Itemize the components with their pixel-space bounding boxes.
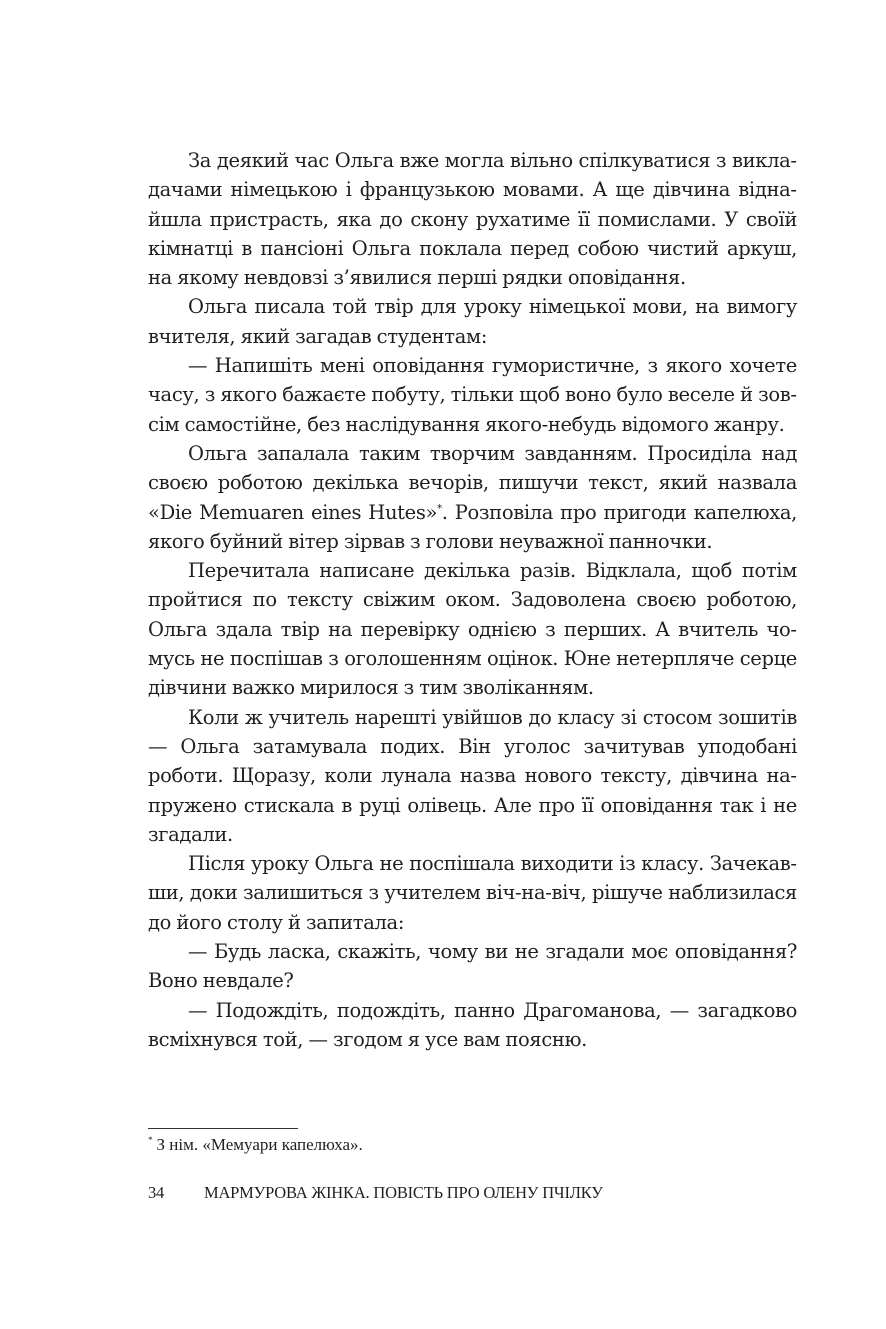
paragraph: За деякий час Ольга вже могла вільно спілкуватися з викладачами німецькою і французькою мовами. А ще дівчина віднайшла пристрасть, яка до скону рухатиме її помислами. У своїй кімнатці в пансіоні Ольга поклала перед собою чистий аркуш, на якому невдовзі з’явилися перші рядки оповідання. [148,149,797,290]
paragraph-text-before-note: Ольга запалала таким творчим завданням. Просиділа над своєю роботою декілька вечорів, пишучи текст, який назвала «Die Memuaren eines Hutes» [148,441,797,524]
paragraph: Перечитала написане декілька разів. Відклала, щоб потім пройтися по тексту свіжим оком. Задоволена своєю роботою, Ольга здала твір на перевірку однією з перших. А вчитель чомусь не поспішав з оголошенням оцінок. Юне нетерпляче серце дівчини важко мирилося з тим зволіканням. [148,559,797,700]
paragraph: Коли ж учитель нарешті увійшов до класу зі стосом зошитів — Ольга затамувала подих. Він уголос зачитував уподобані роботи. Щоразу, коли лунала назва нового тексту, дівчина напружено стискала в руці олівець. Але про її оповідання так і не згадали. [148,705,797,846]
paragraph: — Напишіть мені оповідання гумористичне, з якого хочете часу, з якого бажаєте побуту, тільки щоб воно було веселе й зовсім самостійне, без наслідування якого-небудь відомого жанру. [148,354,797,436]
footnote-divider [148,1128,298,1129]
paragraph: — Будь ласка, скажіть, чому ви не згадали моє оповідання? Воно невдале? [148,940,797,993]
footnote [148,1133,363,1157]
footnote-marker: * [148,1135,153,1146]
body-text [148,146,797,1054]
footnote-reference: * [437,503,442,515]
paragraph: Після уроку Ольга не поспішала виходити із класу. Зачекавши, доки залишиться з учителем віч-на-віч, рішуче наблизилася до його столу й запитала: [148,852,797,934]
running-title: МАРМУРОВА ЖІНКА. ПОВІСТЬ ПРО ОЛЕНУ ПЧІЛКУ [204,1183,603,1202]
running-footer [148,1182,603,1204]
paragraph-with-footnote [148,439,797,556]
footnote-text: З нім. «Мемуари капелюха». [156,1135,363,1154]
page-number: 34 [148,1183,165,1202]
paragraph: Ольга писала той твір для уроку німецької мови, на вимогу вчителя, який загадав студентам: [148,295,797,348]
paragraph-text-after-note: . Розповіла про пригоди капелюха, якого буйний вітер зірвав з голови неуважної панночки. [148,500,797,553]
paragraph: — Подождіть, подождіть, панно Драгоманова, — загадково всміхнувся той, — згодом я усе вам поясню. [148,998,797,1051]
